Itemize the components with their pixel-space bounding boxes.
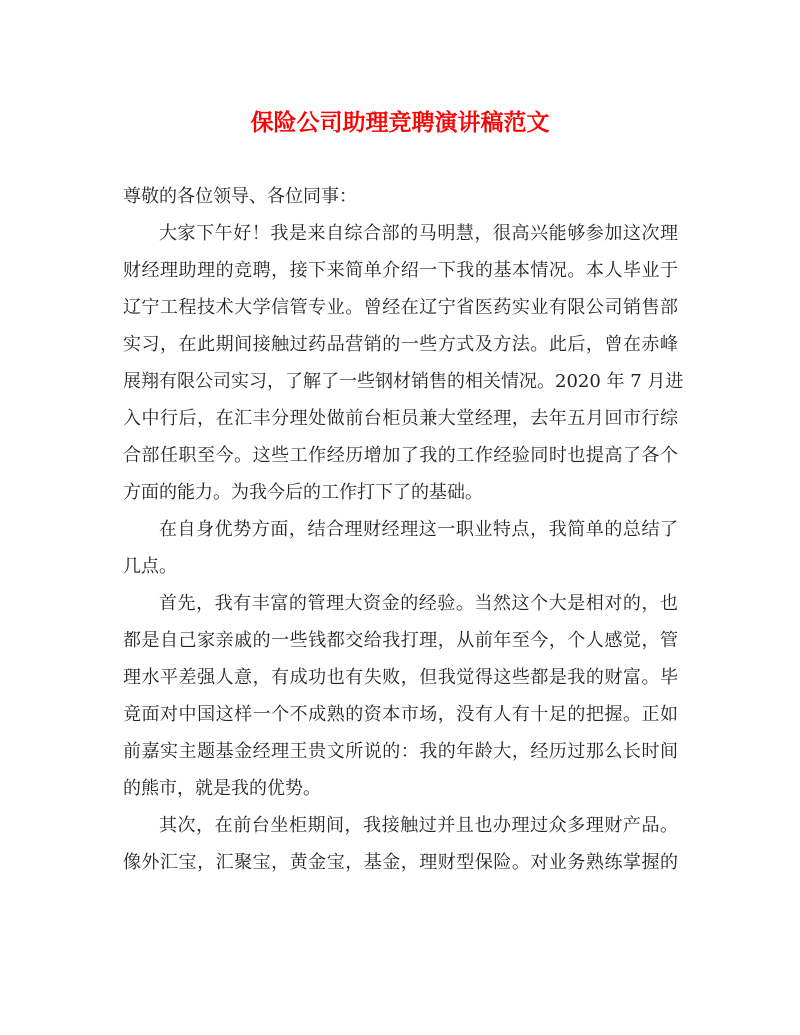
document-title: 保险公司助理竞聘演讲稿范文 [250, 109, 550, 136]
paragraph-2 [123, 511, 678, 585]
paragraph-line: 其次，在前台坐柜期间，我接触过并且也办理过众多理财产品。 [159, 815, 678, 836]
paragraph-line: 理水平差强人意，有成功也有失败，但我觉得这些都是我的财富。毕 [123, 667, 678, 688]
paragraph-line: 都是自己家亲戚的一些钱都交给我打理，从前年至今，个人感觉，管 [123, 630, 678, 651]
paragraph-line: 入中行后，在汇丰分理处做前台柜员兼大堂经理，去年五月回市行综 [123, 408, 678, 429]
paragraph-line: 的熊市，就是我的优势。 [123, 778, 321, 799]
paragraph-line: 展翔有限公司实习，了解了一些钢材销售的相关情况。2020 年 7 月进 [123, 371, 684, 392]
paragraph-line: 实习，在此期间接触过药品营销的一些方式及方法。此后，曾在赤峰 [123, 334, 678, 355]
paragraph-line: 竟面对中国这样一个不成熟的资本市场，没有人有十足的把握。正如 [123, 704, 678, 725]
paragraph-line: 在自身优势方面，结合理财经理这一职业特点，我简单的总结了 [159, 519, 678, 540]
paragraph-line: 像外汇宝，汇聚宝，黄金宝，基金，理财型保险。对业务熟练掌握的 [123, 852, 678, 873]
paragraph-line: 辽宁工程技术大学信管专业。曾经在辽宁省医药实业有限公司销售部 [123, 297, 678, 318]
paragraph-3 [123, 585, 678, 807]
paragraph-1 [123, 215, 684, 511]
paragraph-line: 前嘉实主题基金经理王贵文所说的：我的年龄大，经历过那么长时间 [123, 741, 678, 762]
document-body [123, 178, 684, 881]
paragraph-line: 合部任职至今。这些工作经历增加了我的工作经验同时也提高了各个 [123, 445, 678, 466]
paragraph-line: 财经理助理的竞聘，接下来简单介绍一下我的基本情况。本人毕业于 [123, 260, 678, 281]
salutation: 尊敬的各位领导、各位同事： [123, 186, 357, 207]
paragraph-line: 大家下午好！我是来自综合部的马明慧，很高兴能够参加这次理 [159, 223, 678, 244]
paragraph-4 [123, 807, 678, 881]
paragraph-line: 首先，我有丰富的管理大资金的经验。当然这个大是相对的，也 [159, 593, 678, 614]
paragraph-line: 几点。 [123, 556, 177, 577]
paragraph-line: 方面的能力。为我今后的工作打下了的基础。 [123, 482, 483, 503]
